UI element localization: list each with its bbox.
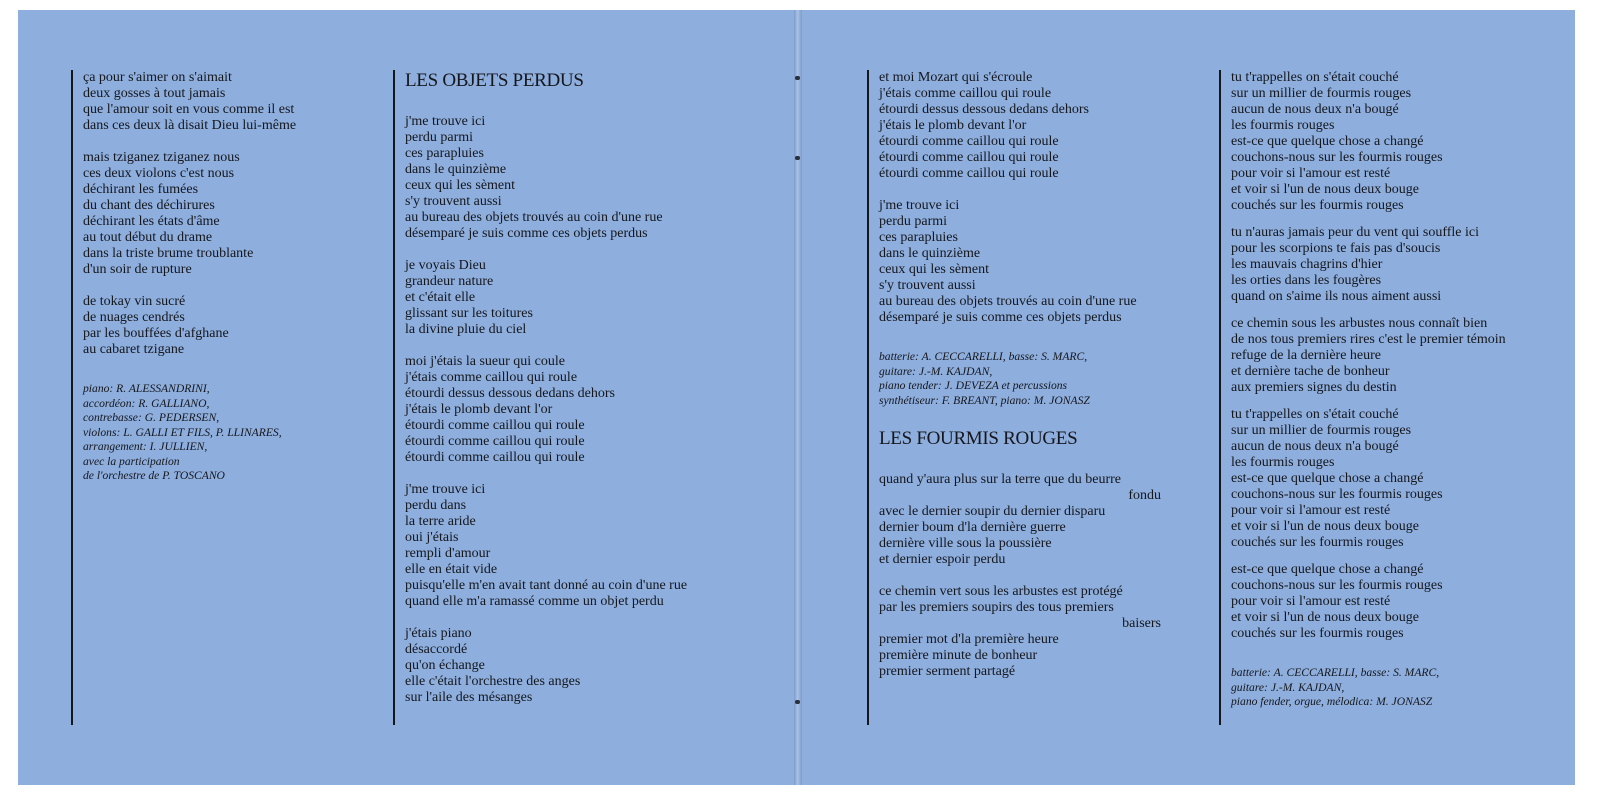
lyric-line: dans le quinzième [879,246,981,261]
lyric-line: et moi Mozart qui s'écroule [879,70,1033,85]
lyric-line: au bureau des objets trouvés au coin d'une rue [405,210,663,225]
lyric-line: aucun de nous deux n'a bougé [1231,102,1399,117]
lyric-line: par les bouffées d'afghane [83,326,229,341]
credit-line: guitare: J.-M. KAJDAN, [1231,680,1345,694]
lyric-line: pour voir si l'amour est resté [1231,503,1391,518]
lyric-line: ces parapluies [879,230,958,245]
lyric-line: sur un millier de fourmis rouges [1231,423,1412,438]
lyric-line: j'me trouve ici [405,114,486,129]
lyric-line: pour voir si l'amour est resté [1231,594,1391,609]
lyric-line: premier serment partagé [879,664,1016,679]
lyric-line: étourdi comme caillou qui roule [879,150,1059,165]
lyric-line: glissant sur les toitures [405,306,533,321]
lyric-line: refuge de la dernière heure [1231,348,1382,363]
credit-line: accordéon: R. GALLIANO, [83,396,210,410]
lyric-line: dans la triste brume troublante [83,246,254,261]
lyric-line: tu n'auras jamais peur du vent qui souffle ici [1231,225,1479,240]
lyric-line: mais tziganez tziganez nous [83,150,240,165]
lyric-line: grandeur nature [405,274,494,289]
lyric-line: ces parapluies [405,146,484,161]
lyric-line: de tokay vin sucré [83,294,186,309]
lyric-line: quand on s'aime ils nous aiment aussi [1231,289,1442,304]
lyrics-stanzas [405,114,687,706]
lyric-line: perdu parmi [879,214,948,229]
lyric-line: étourdi comme caillou qui roule [879,166,1059,181]
staple-mark [795,76,800,80]
lyric-line: et dernier espoir perdu [879,552,1006,567]
lyric-line: étourdi comme caillou qui roule [405,418,585,433]
credit-line: de l'orchestre de P. TOSCANO [83,469,225,482]
lyric-line: avec le dernier soupir du dernier disparu [879,504,1106,519]
lyric-line: moi j'étais la sueur qui coule [405,354,565,369]
credit-line: violons: L. GALLI ET FILS, P. LLINARES, [83,425,282,439]
lyric-line: couchés sur les fourmis rouges [1231,535,1404,550]
lyric-line: par les premiers soupirs des tous premiers [879,600,1114,615]
lyric-line: les mauvais chagrins d'hier [1231,257,1383,272]
booklet-fold [794,10,802,785]
lyric-line: ces deux violons c'est nous [83,166,235,181]
stanza [1231,225,1506,305]
lyric-line: pour les scorpions te fais pas d'soucis [1231,241,1441,256]
credit-line: piano tender: J. DEVEZA et percussions [879,379,1068,392]
lyric-line: quand elle m'a ramassé comme un objet perdu [405,594,664,609]
lyrics-column-1 [71,70,296,725]
lyric-line: dans le quinzième [405,162,507,177]
lyrics-stanzas [879,70,1161,326]
musician-credits [879,350,1161,408]
stanza [405,626,687,706]
stanza [83,294,296,358]
stanza [405,114,687,242]
lyric-line: deux gosses à tout jamais [83,86,226,101]
lyric-line: est-ce que quelque chose a changé [1231,562,1424,577]
lyric-line: pour voir si l'amour est resté [1231,166,1391,181]
lyric-line: aux premiers signes du destin [1231,380,1397,395]
lyric-line: s'y trouvent aussi [879,278,976,293]
lyric-line: dans ces deux là disait Dieu lui-même [83,118,297,133]
credit-line: arrangement: I. JULLIEN, [83,440,208,453]
stanza [1231,407,1506,551]
stanza [405,354,687,466]
lyric-line: désaccordé [405,642,468,657]
lyric-line: j'me trouve ici [405,482,486,497]
credit-line: piano fender, orgue, mélodica: M. JONASZ [1231,695,1433,708]
credit-line: batterie: A. CECCARELLI, basse: S. MARC, [1231,666,1440,679]
lyric-line: ceux qui les sèment [405,178,516,193]
lyric-line: elle c'était l'orchestre des anges [405,674,581,689]
lyric-line: fondu [1128,488,1161,503]
lyric-line: première minute de bonheur [879,648,1038,663]
lyric-line: désemparé je suis comme ces objets perdus [405,226,648,241]
lyric-line: baisers [1122,616,1161,631]
song-lyrics-stanzas [879,472,1161,680]
lyric-line: couchés sur les fourmis rouges [1231,198,1404,213]
lyric-line: dernier boum d'la dernière guerre [879,520,1066,535]
lyric-line: d'un soir de rupture [83,262,192,277]
lyric-line: au cabaret tzigane [83,342,185,357]
lyric-line: au bureau des objets trouvés au coin d'une rue [879,294,1137,309]
lyric-line: je voyais Dieu [405,258,486,273]
musician-credits [83,382,296,484]
lyric-line: étourdi comme caillou qui roule [879,134,1059,149]
lyric-line: et c'était elle [405,290,476,305]
lyric-line: étourdi dessus dessous dedans dehors [405,386,615,401]
lyric-line: tu t'rappelles on s'était couché [1231,70,1399,85]
lyric-line: j'étais le plomb devant l'or [405,402,553,417]
lyric-line: couchons-nous sur les fourmis rouges [1231,487,1443,502]
musician-credits [1231,666,1506,710]
lyric-line: est-ce que quelque chose a changé [1231,471,1424,486]
lyric-line: s'y trouvent aussi [405,194,502,209]
credit-line: contrebasse: G. PEDERSEN, [83,411,220,424]
lyric-line: et voir si l'un de nous deux bouge [1231,610,1419,625]
stanza [879,472,1161,568]
lyric-line: premier mot d'la première heure [879,632,1059,647]
stanza [1231,70,1506,214]
lyric-line: les fourmis rouges [1231,118,1335,133]
lyric-line: désemparé je suis comme ces objets perdus [879,310,1122,325]
lyric-line: j'étais le plomb devant l'or [879,118,1027,133]
stanza [879,584,1161,680]
lyric-line: rempli d'amour [405,546,491,561]
stanza [879,70,1161,182]
lyric-line: du chant des déchirures [83,198,215,213]
lyric-line: dernière ville sous la poussière [879,536,1052,551]
lyric-line: j'étais piano [405,626,472,641]
stanza [1231,562,1506,642]
lyric-line: que l'amour soit en vous comme il est [83,102,295,117]
stanza [405,258,687,338]
lyric-line: au tout début du drame [83,230,213,245]
lyric-line: j'étais comme caillou qui roule [405,370,578,385]
staple-mark [795,700,800,704]
credit-line: avec la participation [83,454,180,468]
song-title-les-objets-perdus: LES OBJETS PERDUS [405,70,584,91]
lyric-line: elle en était vide [405,562,498,577]
lyrics-stanzas [83,70,296,358]
staple-mark [795,156,800,160]
credit-line: piano: R. ALESSANDRINI, [83,382,210,395]
stanza [405,482,687,610]
lyric-line: de nos tous premiers rires c'est le premier témoin [1231,332,1506,347]
lyric-line: ceux qui les sèment [879,262,990,277]
lyric-line: couchons-nous sur les fourmis rouges [1231,150,1443,165]
lyric-line: et voir si l'un de nous deux bouge [1231,182,1419,197]
lyric-line: couchés sur les fourmis rouges [1231,626,1404,641]
lyric-line: sur un millier de fourmis rouges [1231,86,1412,101]
lyric-line: est-ce que quelque chose a changé [1231,134,1424,149]
lyric-line: les orties dans les fougères [1231,273,1382,288]
lyric-line: ça pour s'aimer on s'aimait [83,70,232,85]
lyric-line: ce chemin vert sous les arbustes est protégé [879,584,1123,599]
lyrics-column-4 [1219,70,1506,725]
stanza [83,70,296,134]
lyric-line: quand y'aura plus sur la terre que du beurre [879,472,1121,487]
lyric-line: tu t'rappelles on s'était couché [1231,407,1399,422]
lyric-line: déchirant les fumées [83,182,199,197]
credit-line: synthétiseur: F. BREANT, piano: M. JONASZ [879,393,1090,407]
lyric-line: sur l'aile des mésanges [405,690,533,705]
lyric-line: j'étais comme caillou qui roule [879,86,1052,101]
lyric-line: la terre aride [405,514,476,529]
credit-line: guitare: J.-M. KAJDAN, [879,364,993,378]
lyrics-column-2 [393,70,687,725]
lyrics-column-3 [867,70,1161,725]
stanza [83,150,296,278]
lyric-line: j'me trouve ici [879,198,960,213]
song-title-les-fourmis-rouges: LES FOURMIS ROUGES [879,428,1078,449]
lyrics-stanzas [1231,70,1506,642]
lyric-line: puisqu'elle m'en avait tant donné au coin d'une rue [405,578,688,593]
lyric-line: de nuages cendrés [83,310,185,325]
lyric-line: couchons-nous sur les fourmis rouges [1231,578,1443,593]
lyric-line: ce chemin sous les arbustes nous connaît bien [1231,316,1488,331]
lyric-line: étourdi comme caillou qui roule [405,434,585,449]
lyric-line: déchirant les états d'âme [83,214,220,229]
lyric-line: étourdi comme caillou qui roule [405,450,585,465]
lyric-line: et voir si l'un de nous deux bouge [1231,519,1419,534]
credit-line: batterie: A. CECCARELLI, basse: S. MARC, [879,350,1088,363]
lyric-line: la divine pluie du ciel [405,322,527,337]
stanza [1231,316,1506,396]
lyric-line: qu'on échange [405,658,485,673]
lyric-line: perdu parmi [405,130,474,145]
lyric-line: oui j'étais [405,530,459,545]
stanza [879,198,1161,326]
lyric-line: aucun de nous deux n'a bougé [1231,439,1399,454]
lyric-line: perdu dans [405,498,467,513]
lyric-line: étourdi dessus dessous dedans dehors [879,102,1089,117]
lyric-line: et dernière tache de bonheur [1231,364,1390,379]
lyric-line: les fourmis rouges [1231,455,1335,470]
